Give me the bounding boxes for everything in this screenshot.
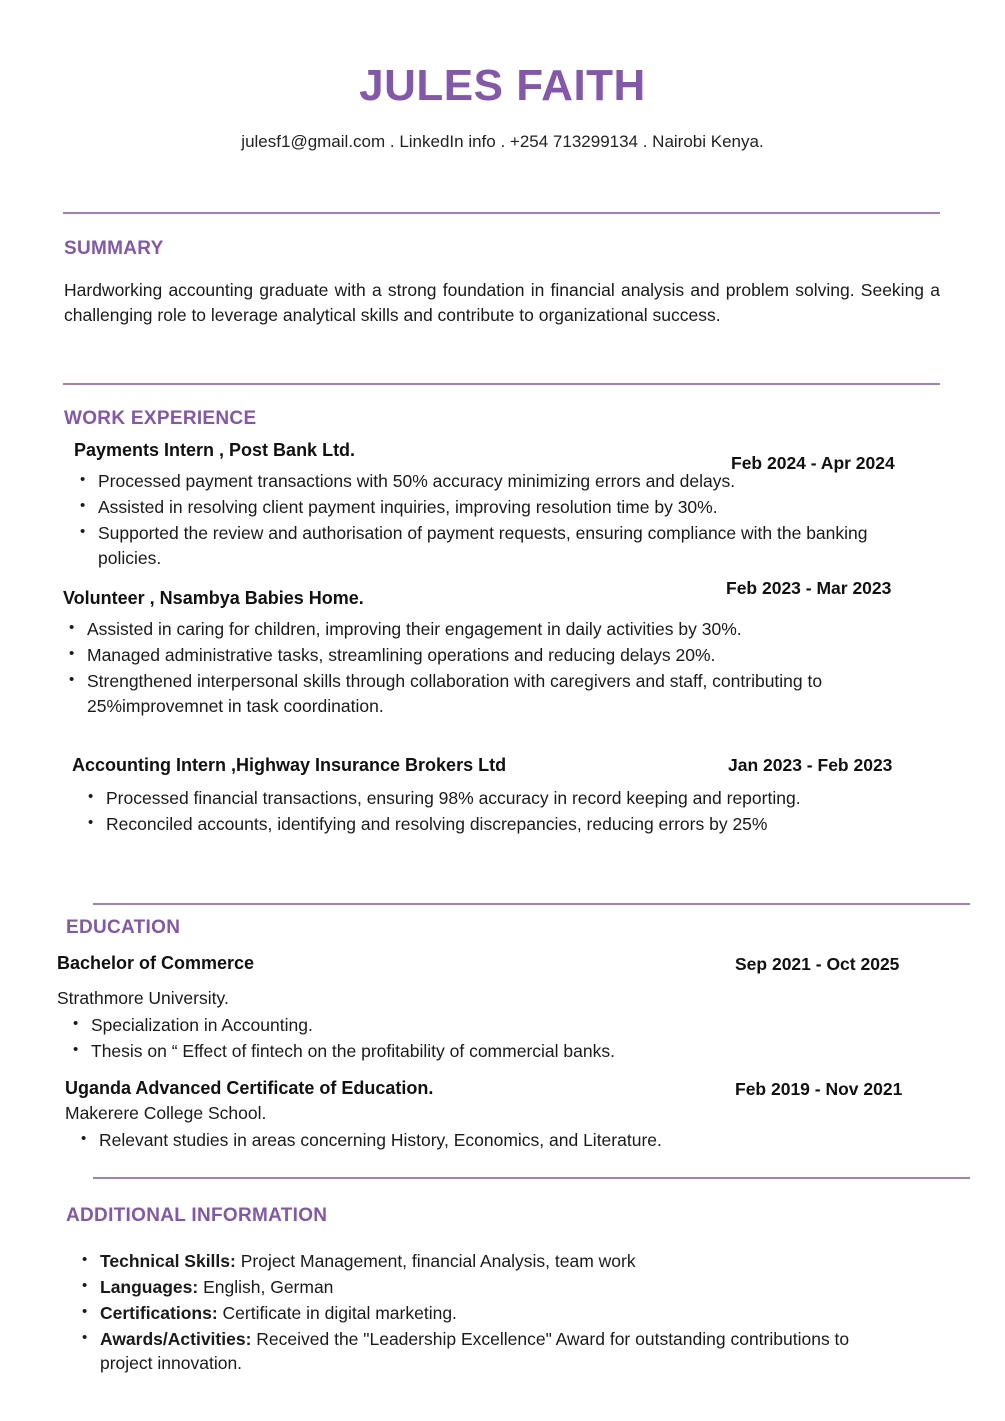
divider-above-additional [93, 1177, 970, 1179]
additional-list [66, 1249, 944, 1376]
additional-information-heading: ADDITIONAL INFORMATION [66, 1205, 328, 1226]
job-bullet-list [72, 786, 942, 837]
additional-item-label: Technical Skills: [100, 1251, 236, 1271]
job-bullet: • Assisted in caring for children, improving their engagement in daily activities by 30%. [63, 617, 917, 642]
degree-title: Bachelor of Commerce [57, 953, 255, 973]
job-bullet: • Reconciled accounts, identifying and resolving discrepancies, reducing errors by 25% [82, 812, 942, 837]
job-bullet-list [63, 617, 908, 718]
job-title: Payments Intern , Post Bank Ltd. [74, 440, 356, 460]
resume-header [0, 0, 1005, 152]
work-entry [63, 588, 941, 719]
additional-item [76, 1327, 900, 1377]
additional-item-label: Awards/Activities: [100, 1328, 252, 1349]
summary-section [64, 238, 944, 329]
divider-above-education [93, 903, 970, 905]
institution-name: Makerere College School. [65, 1103, 267, 1123]
education-heading-wrap [66, 917, 180, 939]
job-bullet: • Managed administrative tasks, streamlining operations and reducing delays 20%. [63, 643, 908, 668]
additional-item-value: Project Management, financial Analysis, team work [235, 1251, 636, 1271]
divider-above-work [63, 383, 940, 385]
additional-section [66, 1205, 944, 1377]
summary-heading: SUMMARY [64, 238, 164, 259]
education-bullet: • Relevant studies in areas concerning History, Economics, and Literature. [75, 1128, 941, 1153]
additional-item [76, 1301, 944, 1326]
additional-item-label: Certifications: [100, 1302, 218, 1323]
education-bullet: • Specialization in Accounting. [67, 1013, 941, 1038]
job-bullet: • Processed payment transactions with 50% accuracy minimizing errors and delays. [74, 469, 930, 494]
education-date: Feb 2019 - Nov 2021 [735, 1079, 903, 1099]
additional-item [76, 1249, 944, 1274]
additional-item [76, 1275, 944, 1300]
candidate-name: JULES FAITH [359, 61, 646, 110]
additional-item-value: Received the "Leadership Excellence" Award for outstanding contributions to project innovation. [100, 1328, 850, 1374]
education-bullet-list [57, 1013, 941, 1064]
summary-text: Hardworking accounting graduate with a strong foundation in financial analysis and problem solving. Seeking a challenging role to leverage analytical skills and contribute to organizational success. [64, 280, 940, 326]
work-experience-heading: WORK EXPERIENCE [64, 408, 257, 429]
education-heading: EDUCATION [66, 917, 181, 938]
work-heading-wrap [64, 408, 256, 430]
degree-title: Uganda Advanced Certificate of Education. [65, 1078, 434, 1098]
education-bullet-list [65, 1128, 941, 1153]
divider-above-summary [63, 212, 940, 214]
job-date: Feb 2023 - Mar 2023 [726, 578, 892, 598]
job-bullet: • Strengthened interpersonal skills through collaboration with caregivers and staff, contributing to 25%improvemnet in task coordination. [63, 669, 932, 719]
job-bullet: • Supported the review and authorisation of payment requests, ensuring compliance with the banking policies. [74, 521, 918, 571]
job-date: Jan 2023 - Feb 2023 [728, 755, 893, 775]
additional-item-label: Languages: [100, 1276, 199, 1297]
education-date: Sep 2021 - Oct 2025 [735, 954, 900, 974]
job-date: Feb 2024 - Apr 2024 [731, 453, 895, 473]
additional-item-value: English, German [198, 1276, 334, 1297]
job-bullet: • Assisted in resolving client payment inquiries, improving resolution time by 30%. [74, 495, 930, 520]
institution-name: Strathmore University. [57, 988, 229, 1008]
job-bullet-list [74, 469, 930, 570]
education-bullet: • Thesis on “ Effect of fintech on the profitability of commercial banks. [67, 1039, 941, 1064]
job-title: Volunteer , Nsambya Babies Home. [63, 588, 364, 608]
contact-line: julesf1@gmail.com . LinkedIn info . +254 713299134 . Nairobi Kenya. [241, 132, 764, 152]
job-title: Accounting Intern ,Highway Insurance Brokers Ltd [72, 755, 507, 775]
job-bullet: • Processed financial transactions, ensuring 98% accuracy in record keeping and reporting. [82, 786, 916, 811]
additional-item-value: Certificate in digital marketing. [217, 1302, 457, 1323]
